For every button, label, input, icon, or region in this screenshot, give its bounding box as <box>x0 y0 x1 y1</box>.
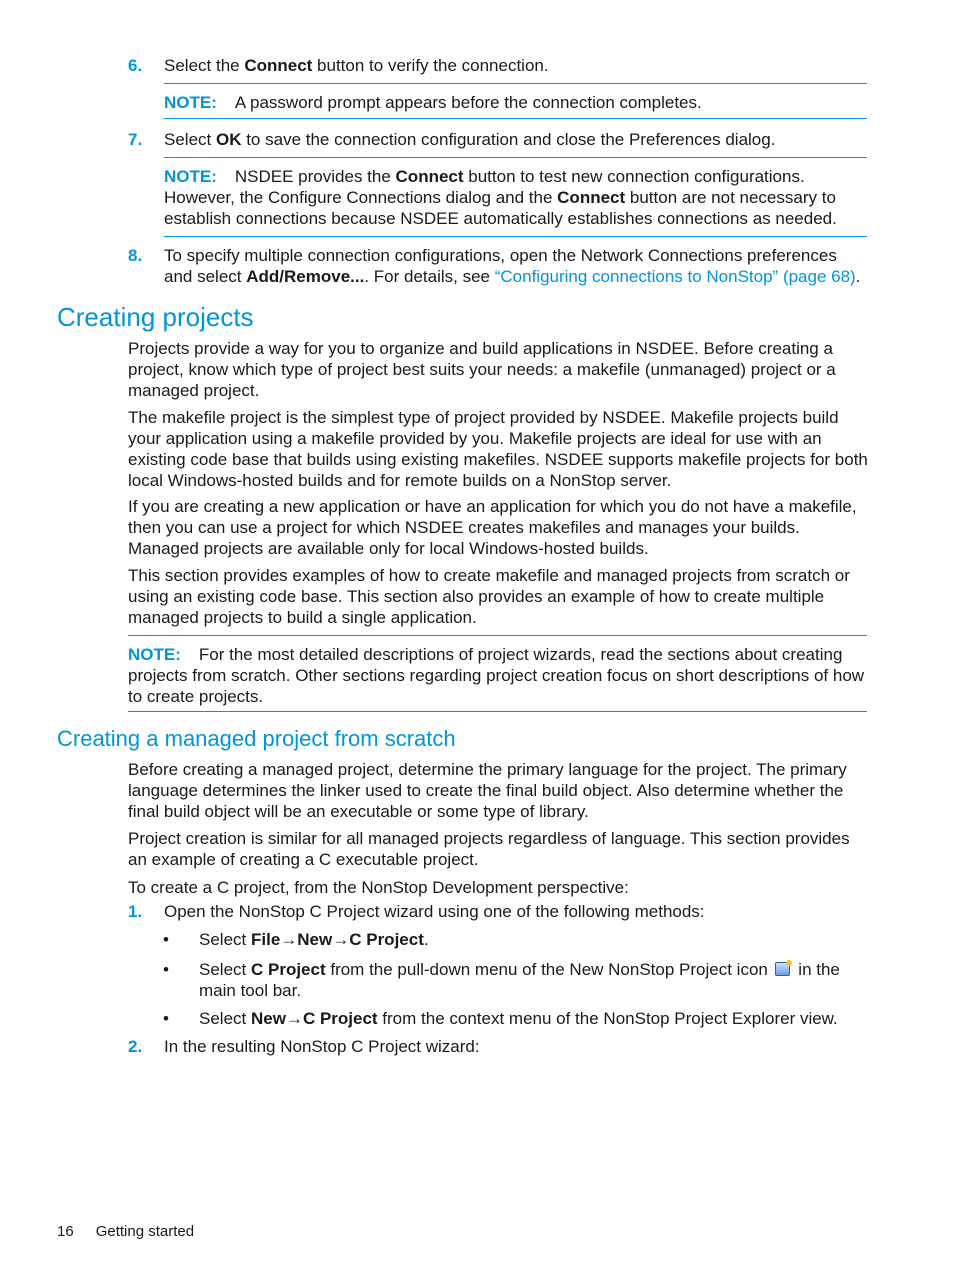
bold-term: New→C Project <box>250 1009 378 1028</box>
note-label: NOTE: <box>164 93 217 112</box>
bold-term: File→New→C Project <box>250 930 424 949</box>
bullet-item <box>163 1008 868 1029</box>
step-1 <box>128 901 868 922</box>
bullet-glyph: • <box>163 1009 169 1028</box>
note-text: NSDEE provides the Connect button to test new connection configurations. However, the Configure Connections dialog and the Connect button are not necessary to establish connections because NSDEE automatically establishes connections as needed. <box>164 167 837 228</box>
paragraph: Projects provide a way for you to organize and build applications in NSDEE. Before creating a project, know which type of project best suits your needs: a makefile (unmanaged) project or a managed project. <box>128 339 836 400</box>
bold-term: Add/Remove... <box>246 267 365 286</box>
step-text: Open the NonStop C Project wizard using one of the following methods: <box>164 902 705 921</box>
note-text: For the most detailed descriptions of project wizards, read the sections about creating projects from scratch. Other sections regarding project creation focus on short descriptions of how to create projects. <box>128 645 865 706</box>
step-2 <box>128 1036 868 1057</box>
step-number: 6. <box>128 56 143 75</box>
page-number: 16 <box>57 1223 74 1240</box>
step-number: 8. <box>128 246 143 265</box>
cross-reference-link[interactable]: “Configuring connections to NonStop” (page 68) <box>494 267 856 286</box>
paragraph: Project creation is similar for all managed projects regardless of language. This section provides an example of creating a C executable project. <box>128 829 850 869</box>
note-box <box>164 83 867 119</box>
bullet-text: Select C Project from the pull-down menu of the New NonStop Project icon in the main tool bar. <box>199 960 840 1000</box>
bold-term: Connect <box>395 167 464 186</box>
paragraph: To create a C project, from the NonStop Development perspective: <box>128 878 629 897</box>
new-nonstop-project-icon <box>775 962 790 976</box>
bullet-item <box>163 959 868 1001</box>
bullet-text: Select File→New→C Project. <box>199 930 429 949</box>
section-title: Creating projects <box>57 302 254 332</box>
step-number: 2. <box>128 1037 143 1056</box>
bold-term: OK <box>215 130 242 149</box>
bold-term: Connect <box>557 188 626 207</box>
bullet-text: Select New→C Project from the context menu of the NonStop Project Explorer view. <box>199 1009 838 1028</box>
paragraph: This section provides examples of how to create makefile and managed projects from scratch or using an existing code base. This section also provides an example of how to create multiple managed projects to build a single application. <box>128 566 850 627</box>
step-6 <box>128 55 868 76</box>
step-text: In the resulting NonStop C Project wizard: <box>164 1037 480 1056</box>
note-label: NOTE: <box>128 645 181 664</box>
bullet-glyph: • <box>163 960 169 979</box>
note-text: A password prompt appears before the connection completes. <box>234 93 702 112</box>
note-box <box>128 635 867 712</box>
step-text: To specify multiple connection configurations, open the Network Connections preferences and select Add/Remove.... For details, see “Configuring connections to NonStop” (page 68). <box>164 246 861 286</box>
paragraph: If you are creating a new application or have an application for which you do not have a makefile, then you can use a project for which NSDEE creates makefiles and manages your builds. Managed projects are available only for local Windows-hosted builds. <box>128 497 857 558</box>
page-footer <box>57 1222 194 1241</box>
bold-term: Connect <box>244 56 313 75</box>
chapter-title: Getting started <box>95 1223 195 1240</box>
step-number: 1. <box>128 902 143 921</box>
step-number: 7. <box>128 130 143 149</box>
bullet-item <box>163 929 868 950</box>
note-box <box>164 157 867 237</box>
step-7 <box>128 129 868 150</box>
note-label: NOTE: <box>164 167 217 186</box>
step-8 <box>128 245 868 287</box>
paragraph: The makefile project is the simplest type of project provided by NSDEE. Makefile projects build your application using a makefile provided by you. Makefile projects are ideal for use with an existing code base that builds using existing makefiles. NSDEE supports makefile projects for both local Windows-hosted builds and for remote builds on a NonStop server. <box>128 408 868 490</box>
bullet-glyph: • <box>163 930 169 949</box>
subsection-title: Creating a managed project from scratch <box>57 726 456 751</box>
step-text: Select the Connect button to verify the connection. <box>164 56 549 75</box>
step-text: Select OK to save the connection configuration and close the Preferences dialog. <box>164 130 776 149</box>
bold-term: C Project <box>250 960 326 979</box>
paragraph: Before creating a managed project, determine the primary language for the project. The primary language determines the linker used to create the final build object. Also determine whether the final build object will be an executable or some type of library. <box>128 760 847 821</box>
